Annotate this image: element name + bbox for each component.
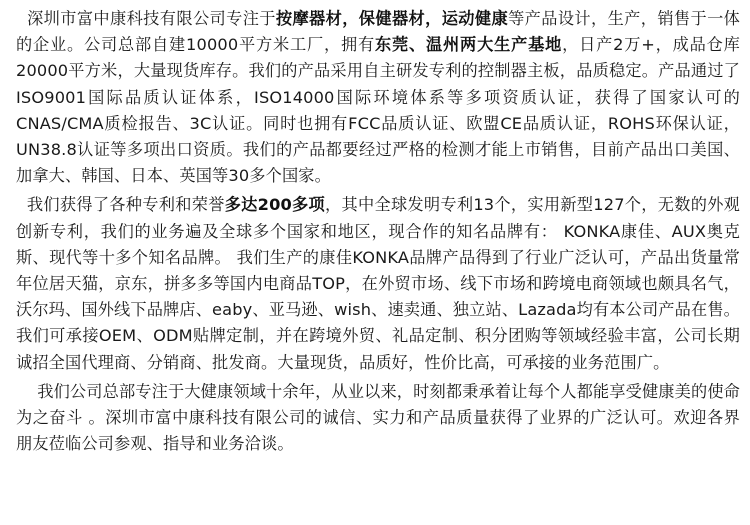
highlight-product-categories: 按摩器材，保健器材，运动健康 bbox=[275, 9, 509, 28]
paragraph-company-intro bbox=[16, 6, 740, 189]
paragraph-patents-brands bbox=[16, 192, 740, 375]
highlight-patent-count: 多达200多项 bbox=[224, 195, 326, 215]
text-segment: 深圳市富中康科技有限公司专注于 bbox=[27, 9, 276, 28]
paragraph-indent bbox=[16, 9, 27, 28]
text-segment: ，日产2万+，成品仓库20000平方米，大量现货库存。我们的产品采用自主研发专利的控制器主板，品质稳定。产品通过了ISO9001国际品质认证体系，ISO14000国际环境体系等多项资质认证，获得了国家认可的CNAS/CMA质检报告、3C认证。同时也拥有FCC品质认证、欧盟CE品质认证，ROHS环保认证，UN38.8认证等多项出口资质。我们的产品都要经过严格的检测才能上市销售，目前产品出口美国、加拿大、韩国、日本、英国等30多个国家。 bbox=[16, 35, 740, 186]
paragraph-mission bbox=[16, 379, 740, 458]
paragraph-indent bbox=[16, 195, 27, 214]
paragraph-indent bbox=[16, 382, 37, 401]
text-segment: 我们获得了各种专利和荣誉 bbox=[26, 195, 225, 215]
text-segment: 我们公司总部专注于大健康领域十余年，从业以来，时刻都秉承着让每个人都能享受健康美的使命为之奋斗 。深圳市富中康科技有限公司的诚信、实力和产品质量获得了业界的广泛认可。欢迎各界朋友莅临公司参观、指导和业务洽谈。 bbox=[16, 381, 740, 454]
highlight-production-bases: 东莞、温州两大生产基地 bbox=[375, 35, 563, 55]
text-segment: 等产品设计，生产，销售于一体的企业。公司总部自建10000平方米工厂，拥有 bbox=[16, 9, 740, 55]
text-segment: ，其中全球发明专利13个，实用新型127个，无数的外观创新专利，我们的业务遍及全球多个国家和地区，现合作的知名品牌有： KONKA康佳、AUX奥克斯、现代等十多个知名品牌。 我们生产的康佳KONKA品牌产品得到了行业广泛认可，产品出货量常年位居天猫，京东，拼多多等国内电商品TOP，在外贸市场、线下市场和跨境电商领域也颇具名气，沃尔玛、国外线下品牌店、eaby、亚马逊、wish、速卖通、独立站、Lazada均有本公司产品在售。我们可承接OEM、ODM贴牌定制，并在跨境外贸、礼品定制、积分团购等领域经验丰富，公司长期诚招全国代理商、分销商、批发商。大量现货，品质好，性价比高，可承接的业务范围广。 bbox=[16, 195, 741, 372]
